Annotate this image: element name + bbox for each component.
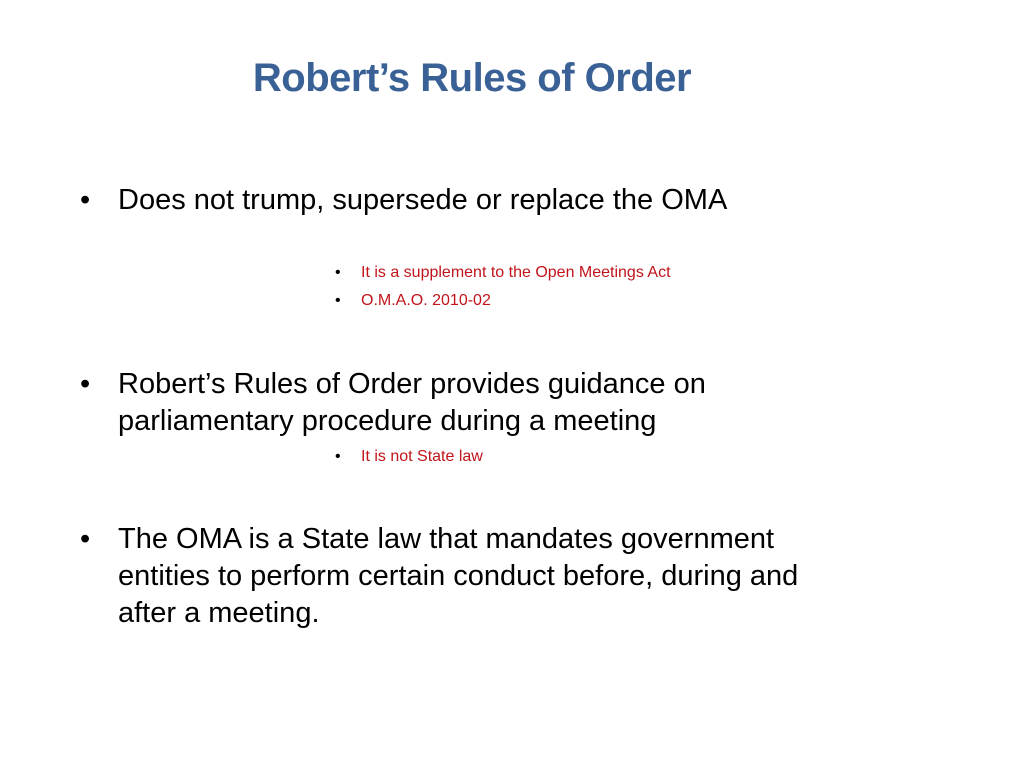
sub-bullet-marker: •: [335, 264, 341, 281]
sub-bullet-item: [335, 261, 835, 285]
sub-bullet-text: O.M.A.O. 2010-02: [361, 292, 491, 309]
bullet-item: [80, 182, 840, 219]
bullet-text: Does not trump, supersede or replace the OMA: [118, 184, 728, 216]
bullet-item: [80, 521, 840, 632]
sub-bullet-marker: •: [335, 448, 341, 465]
bullet-marker: •: [80, 523, 91, 555]
slide-title: Robert’s Rules of Order: [252, 56, 692, 100]
sub-bullet-text: It is not State law: [361, 448, 483, 465]
sub-bullet-text: It is a supplement to the Open Meetings Act: [361, 264, 671, 281]
bullet-marker: •: [80, 184, 91, 216]
bullet-item: [80, 366, 840, 440]
bullet-marker: •: [80, 368, 91, 400]
bullet-text: The OMA is a State law that mandates government entities to perform certain conduct before, during and after a meeting.: [118, 523, 799, 629]
sub-bullet-item: [335, 445, 835, 469]
bullet-text: Robert’s Rules of Order provides guidance on parliamentary procedure during a meeting: [118, 368, 706, 437]
sub-bullet-marker: •: [335, 292, 341, 309]
sub-bullet-item: [335, 289, 835, 313]
